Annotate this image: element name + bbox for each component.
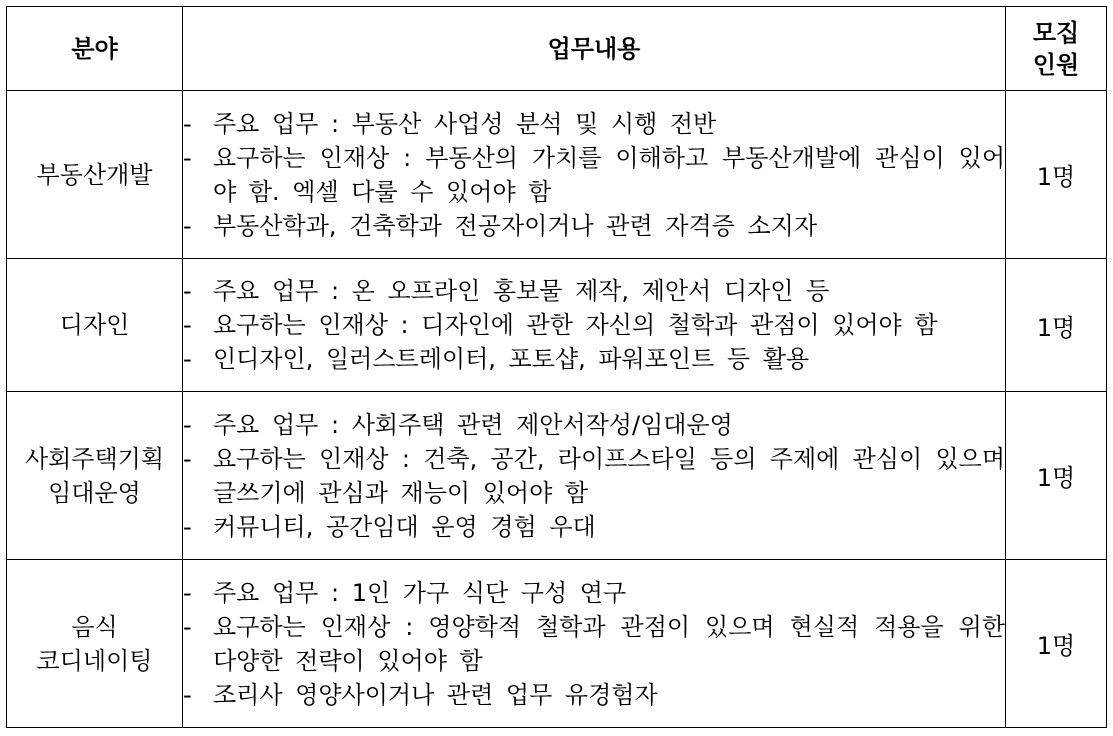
duty-text: 주요 업무 : 부동산 사업성 분석 및 시행 전반 bbox=[213, 109, 717, 138]
duty-item bbox=[183, 576, 1005, 610]
duty-text: 주요 업무 : 1인 가구 식단 구성 연구 bbox=[213, 578, 627, 607]
duty-text: 인디자인, 일러스트레이터, 포토샵, 파워포인트 등 활용 bbox=[213, 345, 810, 373]
table-row bbox=[7, 392, 1107, 560]
count-cell: 1명 bbox=[1006, 91, 1107, 259]
count-cell: 1명 bbox=[1006, 560, 1107, 728]
duty-text: 부동산학과, 건축학과 전공자이거나 관련 자격증 소지자 bbox=[213, 211, 818, 240]
field-name: 음식 bbox=[71, 612, 118, 641]
count-cell: 1명 bbox=[1006, 259, 1107, 392]
duty-text: 조리사 영양사이거나 관련 업무 유경험자 bbox=[213, 680, 658, 709]
table-row bbox=[7, 560, 1107, 728]
table-row bbox=[7, 91, 1107, 259]
duty-text: 주요 업무 : 온 오프라인 홍보물 제작, 제안서 디자인 등 bbox=[213, 277, 830, 305]
dash-marker: - bbox=[183, 311, 192, 339]
dash-marker: - bbox=[183, 578, 192, 607]
dash-marker: - bbox=[183, 143, 192, 172]
field-cell bbox=[7, 259, 183, 392]
duty-list bbox=[183, 274, 1005, 376]
duty-text: 요구하는 인재상 : 영양학적 철학과 관점이 있으며 현실적 적용을 위한 다양한 전략이 있어야 함 bbox=[213, 612, 1005, 675]
header-field: 분야 bbox=[7, 7, 183, 91]
duty-item bbox=[183, 408, 1005, 442]
dash-marker: - bbox=[183, 277, 192, 305]
duty-item bbox=[183, 610, 1005, 678]
duty-cell bbox=[183, 91, 1006, 259]
table-row bbox=[7, 259, 1107, 392]
dash-marker: - bbox=[183, 444, 192, 473]
duty-item bbox=[183, 308, 1005, 342]
dash-marker: - bbox=[183, 211, 192, 240]
dash-marker: - bbox=[183, 680, 192, 709]
duty-item bbox=[183, 274, 1005, 308]
duty-text: 커뮤니티, 공간임대 운영 경험 우대 bbox=[213, 512, 596, 541]
duty-item bbox=[183, 442, 1005, 510]
header-duty: 업무내용 bbox=[183, 7, 1006, 91]
field-name: 사회주택기획 bbox=[24, 444, 165, 473]
duty-cell bbox=[183, 392, 1006, 560]
count-cell: 1명 bbox=[1006, 392, 1107, 560]
duty-item bbox=[183, 342, 1005, 376]
duty-text: 요구하는 인재상 : 디자인에 관한 자신의 철학과 관점이 있어야 함 bbox=[213, 311, 938, 339]
duty-list bbox=[183, 107, 1005, 243]
field-name-line2: 코디네이팅 bbox=[36, 646, 153, 675]
duty-text: 주요 업무 : 사회주택 관련 제안서작성/임대운영 bbox=[213, 410, 733, 439]
field-name: 부동산개발 bbox=[36, 160, 153, 189]
duty-item bbox=[183, 510, 1005, 544]
duty-list bbox=[183, 408, 1005, 544]
duty-item bbox=[183, 141, 1005, 209]
duty-cell bbox=[183, 259, 1006, 392]
duty-list bbox=[183, 576, 1005, 712]
header-count-line2: 인원 bbox=[1032, 50, 1080, 79]
dash-marker: - bbox=[183, 612, 192, 641]
field-cell bbox=[7, 392, 183, 560]
header-count-line1: 모집 bbox=[1032, 18, 1080, 47]
recruitment-table bbox=[6, 6, 1107, 728]
dash-marker: - bbox=[183, 345, 192, 373]
duty-item bbox=[183, 678, 1005, 712]
duty-cell bbox=[183, 560, 1006, 728]
duty-text: 요구하는 인재상 : 부동산의 가치를 이해하고 부동산개발에 관심이 있어야 함. 엑셀 다룰 수 있어야 함 bbox=[213, 143, 1005, 206]
dash-marker: - bbox=[183, 410, 192, 439]
table-header-row bbox=[7, 7, 1107, 91]
field-name: 디자인 bbox=[59, 311, 130, 339]
field-cell bbox=[7, 560, 183, 728]
dash-marker: - bbox=[183, 109, 192, 138]
duty-item bbox=[183, 107, 1005, 141]
header-count bbox=[1006, 7, 1107, 91]
field-cell bbox=[7, 91, 183, 259]
dash-marker: - bbox=[183, 512, 192, 541]
field-name-line2: 임대운영 bbox=[48, 478, 141, 507]
duty-text: 요구하는 인재상 : 건축, 공간, 라이프스타일 등의 주제에 관심이 있으며 글쓰기에 관심과 재능이 있어야 함 bbox=[213, 444, 1005, 507]
duty-item bbox=[183, 209, 1005, 243]
